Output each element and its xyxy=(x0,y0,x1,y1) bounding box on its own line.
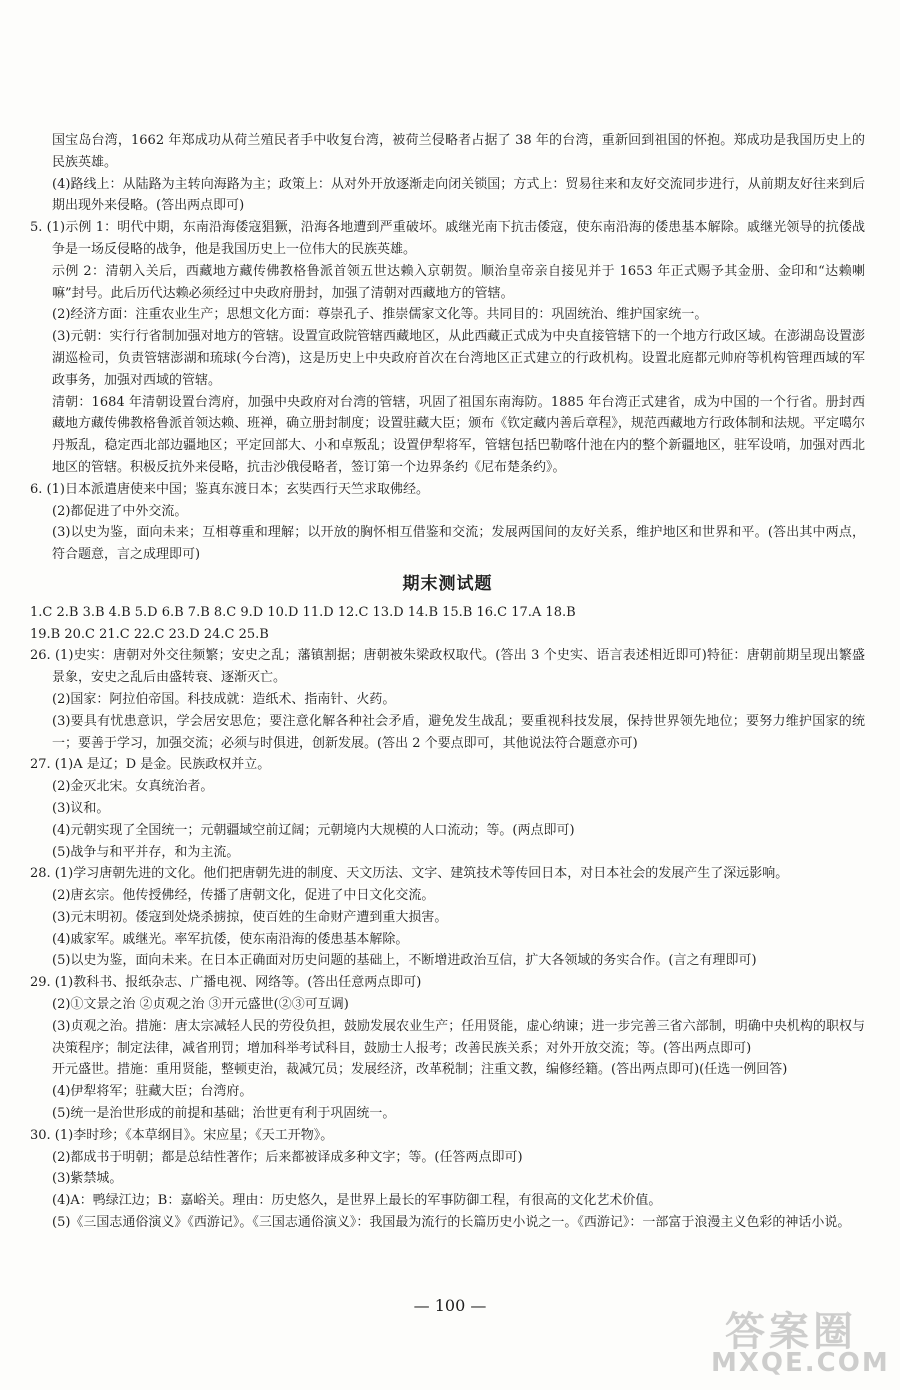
answer-line: (5)战争与和平并存，和为主流。 xyxy=(52,844,240,860)
answer-content xyxy=(30,130,865,1234)
answer-line: 清朝：1684 年清朝设置台湾府，加强中央政府对台湾的管辖，巩固了祖国东南海防。1885 年台湾正式建省，成为中国的一个行省。册封西藏地方藏传佛教格鲁派首领达赖、班禅，确立册封制度；设置驻藏大臣；颁布《钦定藏内善后章程》，规范西藏地方行政体制和法规。平定噶尔丹叛乱，稳定西北部边疆地区；平定回部大、小和卓叛乱；设置伊犁将军，管辖包括巴勒喀什池在内的整个新疆地区，驻军设哨，加强对西北地区的管辖。积极反抗外来侵略，抗击沙俄侵略者，签订第一个边界条约《尼布楚条约》。 xyxy=(52,394,865,475)
page-number: — 100 — xyxy=(413,1296,487,1315)
answer-line: (5)以史为鉴，面向未来。在日本正确面对历史问题的基础上，不断增进政治互信，扩大各领域的务实合作。(言之有理即可) xyxy=(52,953,757,969)
answer-line: 国宝岛台湾，1662 年郑成功从荷兰殖民者手中收复台湾，被荷兰侵略者占据了 38 年的台湾，重新回到祖国的怀抱。郑成功是我国历史上的民族英雄。 xyxy=(52,133,865,170)
answer-line: (3)元朝：实行行省制加强对地方的管辖。设置宣政院管辖西藏地区，从此西藏正式成为中央直接管辖下的一个地方行政区域。在澎湖岛设置澎湖巡检司，负责管辖澎湖和琉球(今台湾)，这是历史上中央政府首次在台湾地区正式建立的行政机构。设置北庭都元帅府等机构管理西域的军政事务，加强对西域的管辖。 xyxy=(52,329,865,388)
watermark-logo xyxy=(705,1300,895,1385)
answer-line: (4)A：鸭绿江边；B：嘉峪关。理由：历史悠久，是世界上最长的军事防御工程，有很高的文化艺术价值。 xyxy=(52,1193,662,1209)
answer-line: (3)元末明初。倭寇到处烧杀掳掠，使百姓的生命财产遭到重大损害。 xyxy=(52,909,448,925)
answer-line: 示例 2：清朝入关后，西藏地方藏传佛教格鲁派首领五世达赖入京朝贺。顺治皇帝亲自接见并于 1653 年正式赐予其金册、金印和“达赖喇嘛”封号。此后历代达赖必须经过中央政府册封，加强了清朝对西藏地方的管辖。 xyxy=(52,263,865,301)
answer-line: (2)都成书于明朝；都是总结性著作；后来都被译成多种文字；等。(任答两点即可) xyxy=(52,1149,523,1165)
answer-line: (3)以史为鉴，面向未来；互相尊重和理解；以开放的胸怀相互借鉴和交流；发展两国间的友好关系，维护地区和世界和平。(答出其中两点，符合题意，言之成理即可) xyxy=(52,525,865,563)
answer-line: (2)经济方面：注重农业生产；思想文化方面：尊崇孔子、推崇儒家文化等。共同目的：巩固统治、维护国家统一。 xyxy=(52,307,708,323)
answer-q28-1: 28. (1)学习唐朝先进的文化。他们把唐朝先进的制度、天文历法、文字、建筑技术等传回日本，对日本社会的发展产生了深远影响。 xyxy=(30,866,789,882)
answer-line: (2)①文景之治 ②贞观之治 ③开元盛世(②③可互调) xyxy=(52,997,349,1013)
watermark-url: MXQE.COM xyxy=(711,1348,890,1378)
watermark-text: 答案圈 xyxy=(725,1308,857,1355)
answer-line: (3)贞观之治。措施：唐太宗减轻人民的劳役负担，鼓励发展农业生产；任用贤能，虚心纳谏；进一步完善三省六部制，明确中央机构的职权与决策程序；制定法律，减省刑罚；增加科举考试科目，鼓励士人报考；改善民族关系；对外开放交流；等。(答出两点即可) xyxy=(52,1018,865,1056)
answer-line: (2)都促进了中外交流。 xyxy=(52,503,188,519)
answer-line: (4)元朝实现了全国统一；元朝疆域空前辽阔；元朝境内大规模的人口流动；等。(两点即可) xyxy=(52,822,575,838)
answer-q6-1: 6. (1)日本派遣唐使来中国；鉴真东渡日本；玄奘西行天竺求取佛经。 xyxy=(30,481,429,497)
multiple-choice-answers: 19.B 20.C 21.C 22.C 23.D 24.C 25.B xyxy=(30,626,269,642)
answer-line: (3)要具有忧患意识，学会居安思危；要注意化解各种社会矛盾，避免发生战乱；要重视科技发展，保持世界领先地位；要努力维护国家的统一；要善于学习，加强交流；必须与时俱进，创新发展。(答出 2 个要点即可，其他说法符合题意亦可) xyxy=(52,713,865,751)
answer-line: (4)戚家军。戚继光。率军抗倭，使东南沿海的倭患基本解除。 xyxy=(52,931,409,947)
answer-line: (2)国家：阿拉伯帝国。科技成就：造纸术、指南针、火药。 xyxy=(52,691,396,707)
answer-q5-1: 5. (1)示例 1：明代中期，东南沿海倭寇猖獗，沿海各地遭到严重破坏。戚继光南下抗击倭寇，使东南沿海的倭患基本解除。戚继光领导的抗倭战争是一场反侵略的战争，他是我国历史上一位伟大的民族英雄。 xyxy=(30,220,865,257)
answer-q29-1: 29. (1)教科书、报纸杂志、广播电视、网络等。(答出任意两点即可) xyxy=(30,975,422,991)
answer-line: (4)伊犁将军；驻藏大臣；台湾府。 xyxy=(52,1084,253,1100)
answer-line: (5)统一是治世形成的前提和基础；治世更有利于巩固统一。 xyxy=(52,1106,396,1122)
answer-line: (5)《三国志通俗演义》《西游记》。《三国志通俗演义》：我国最为流行的长篇历史小说之一。《西游记》：一部富于浪漫主义色彩的神话小说。 xyxy=(52,1215,851,1231)
answer-q30-1: 30. (1)李时珍；《本草纲目》。宋应星；《天工开物》。 xyxy=(30,1127,334,1143)
answer-q27-1: 27. (1)A 是辽；D 是金。民族政权并立。 xyxy=(30,757,271,773)
answer-line: (2)金灭北宋。女真统治者。 xyxy=(52,779,214,795)
section-title: 期末测试题 xyxy=(402,573,493,594)
answer-line: (2)唐玄宗。他传授佛经，传播了唐朝文化，促进了中日文化交流。 xyxy=(52,888,435,904)
answer-line: (3)紫禁城。 xyxy=(52,1171,123,1187)
multiple-choice-answers: 1.C 2.B 3.B 4.B 5.D 6.B 7.B 8.C 9.D 10.D 11.D 12.C 13.D 14.B 15.B 16.C 17.A 18.B xyxy=(30,604,576,620)
answer-line: (3)议和。 xyxy=(52,800,110,816)
answer-line: 开元盛世。措施：重用贤能，整顿吏治，裁减冗员；发展经济，改革税制；注重文教，编修经籍。(答出两点即可)(任选一例回答) xyxy=(52,1062,788,1078)
answer-q26-1: 26. (1)史实：唐朝对外交往频繁；安史之乱；藩镇割据；唐朝被朱梁政权取代。(答出 3 个史实、语言表述相近即可)特征：唐朝前期呈现出繁盛景象，安史之乱后由盛转衰、逐渐灭亡。 xyxy=(30,648,865,686)
answer-line: (4)路线上：从陆路为主转向海路为主；政策上：从对外开放逐渐走向闭关锁国；方式上：贸易往来和友好交流同步进行，从前期友好往来到后期出现外来侵略。(答出两点即可) xyxy=(52,176,865,214)
